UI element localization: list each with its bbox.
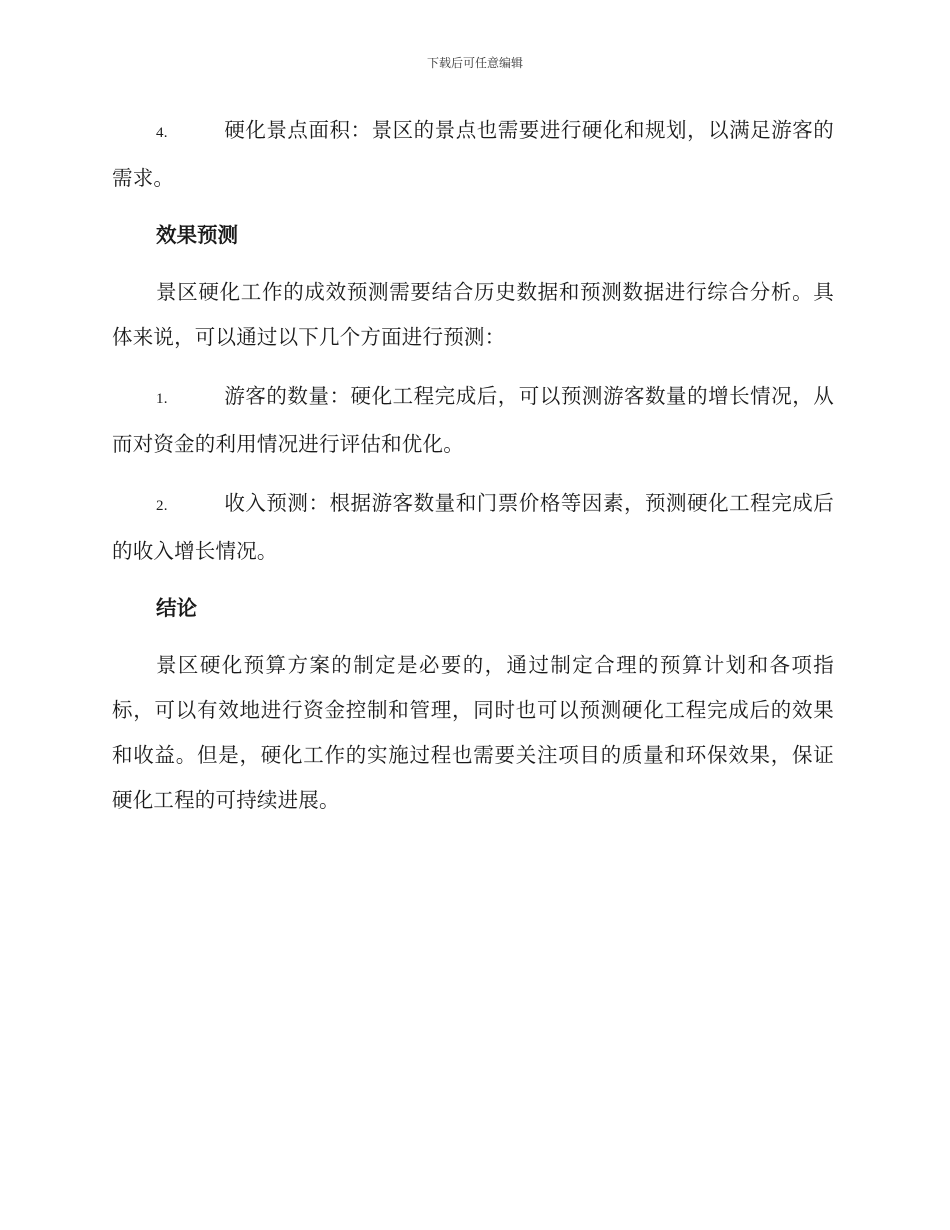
list-item-1 bbox=[112, 374, 834, 467]
list-item-text: 硬化景点面积：景区的景点也需要进行硬化和规划，以满足游客的需求。 bbox=[112, 118, 834, 190]
list-number: 4. bbox=[156, 125, 168, 141]
list-item-2 bbox=[112, 481, 834, 574]
list-item-text: 收入预测：根据游客数量和门票价格等因素，预测硬化工程完成后的收入增长情况。 bbox=[112, 491, 834, 563]
page-header-note: 下载后可任意编辑 bbox=[426, 56, 523, 70]
conclusion-paragraph: 景区硬化预算方案的制定是必要的，通过制定合理的预算计划和各项指标，可以有效地进行资金控制和管理，同时也可以预测硬化工程完成后的效果和收益。但是，硬化工作的实施过程也需要关注项目的质量和环保效果，保证硬化工程的可持续进展。 bbox=[112, 653, 834, 812]
section-heading-effect: 效果预测 bbox=[156, 223, 238, 247]
document-body bbox=[112, 108, 834, 823]
list-item-text: 游客的数量：硬化工程完成后，可以预测游客数量的增长情况，从而对资金的利用情况进行评估和优化。 bbox=[112, 384, 834, 456]
effect-intro-paragraph: 景区硬化工作的成效预测需要结合历史数据和预测数据进行综合分析。具体来说，可以通过以下几个方面进行预测： bbox=[112, 280, 834, 349]
section-heading-conclusion: 结论 bbox=[156, 596, 197, 620]
list-item-4 bbox=[112, 108, 834, 201]
list-number: 2. bbox=[156, 498, 168, 514]
list-number: 1. bbox=[156, 391, 168, 407]
